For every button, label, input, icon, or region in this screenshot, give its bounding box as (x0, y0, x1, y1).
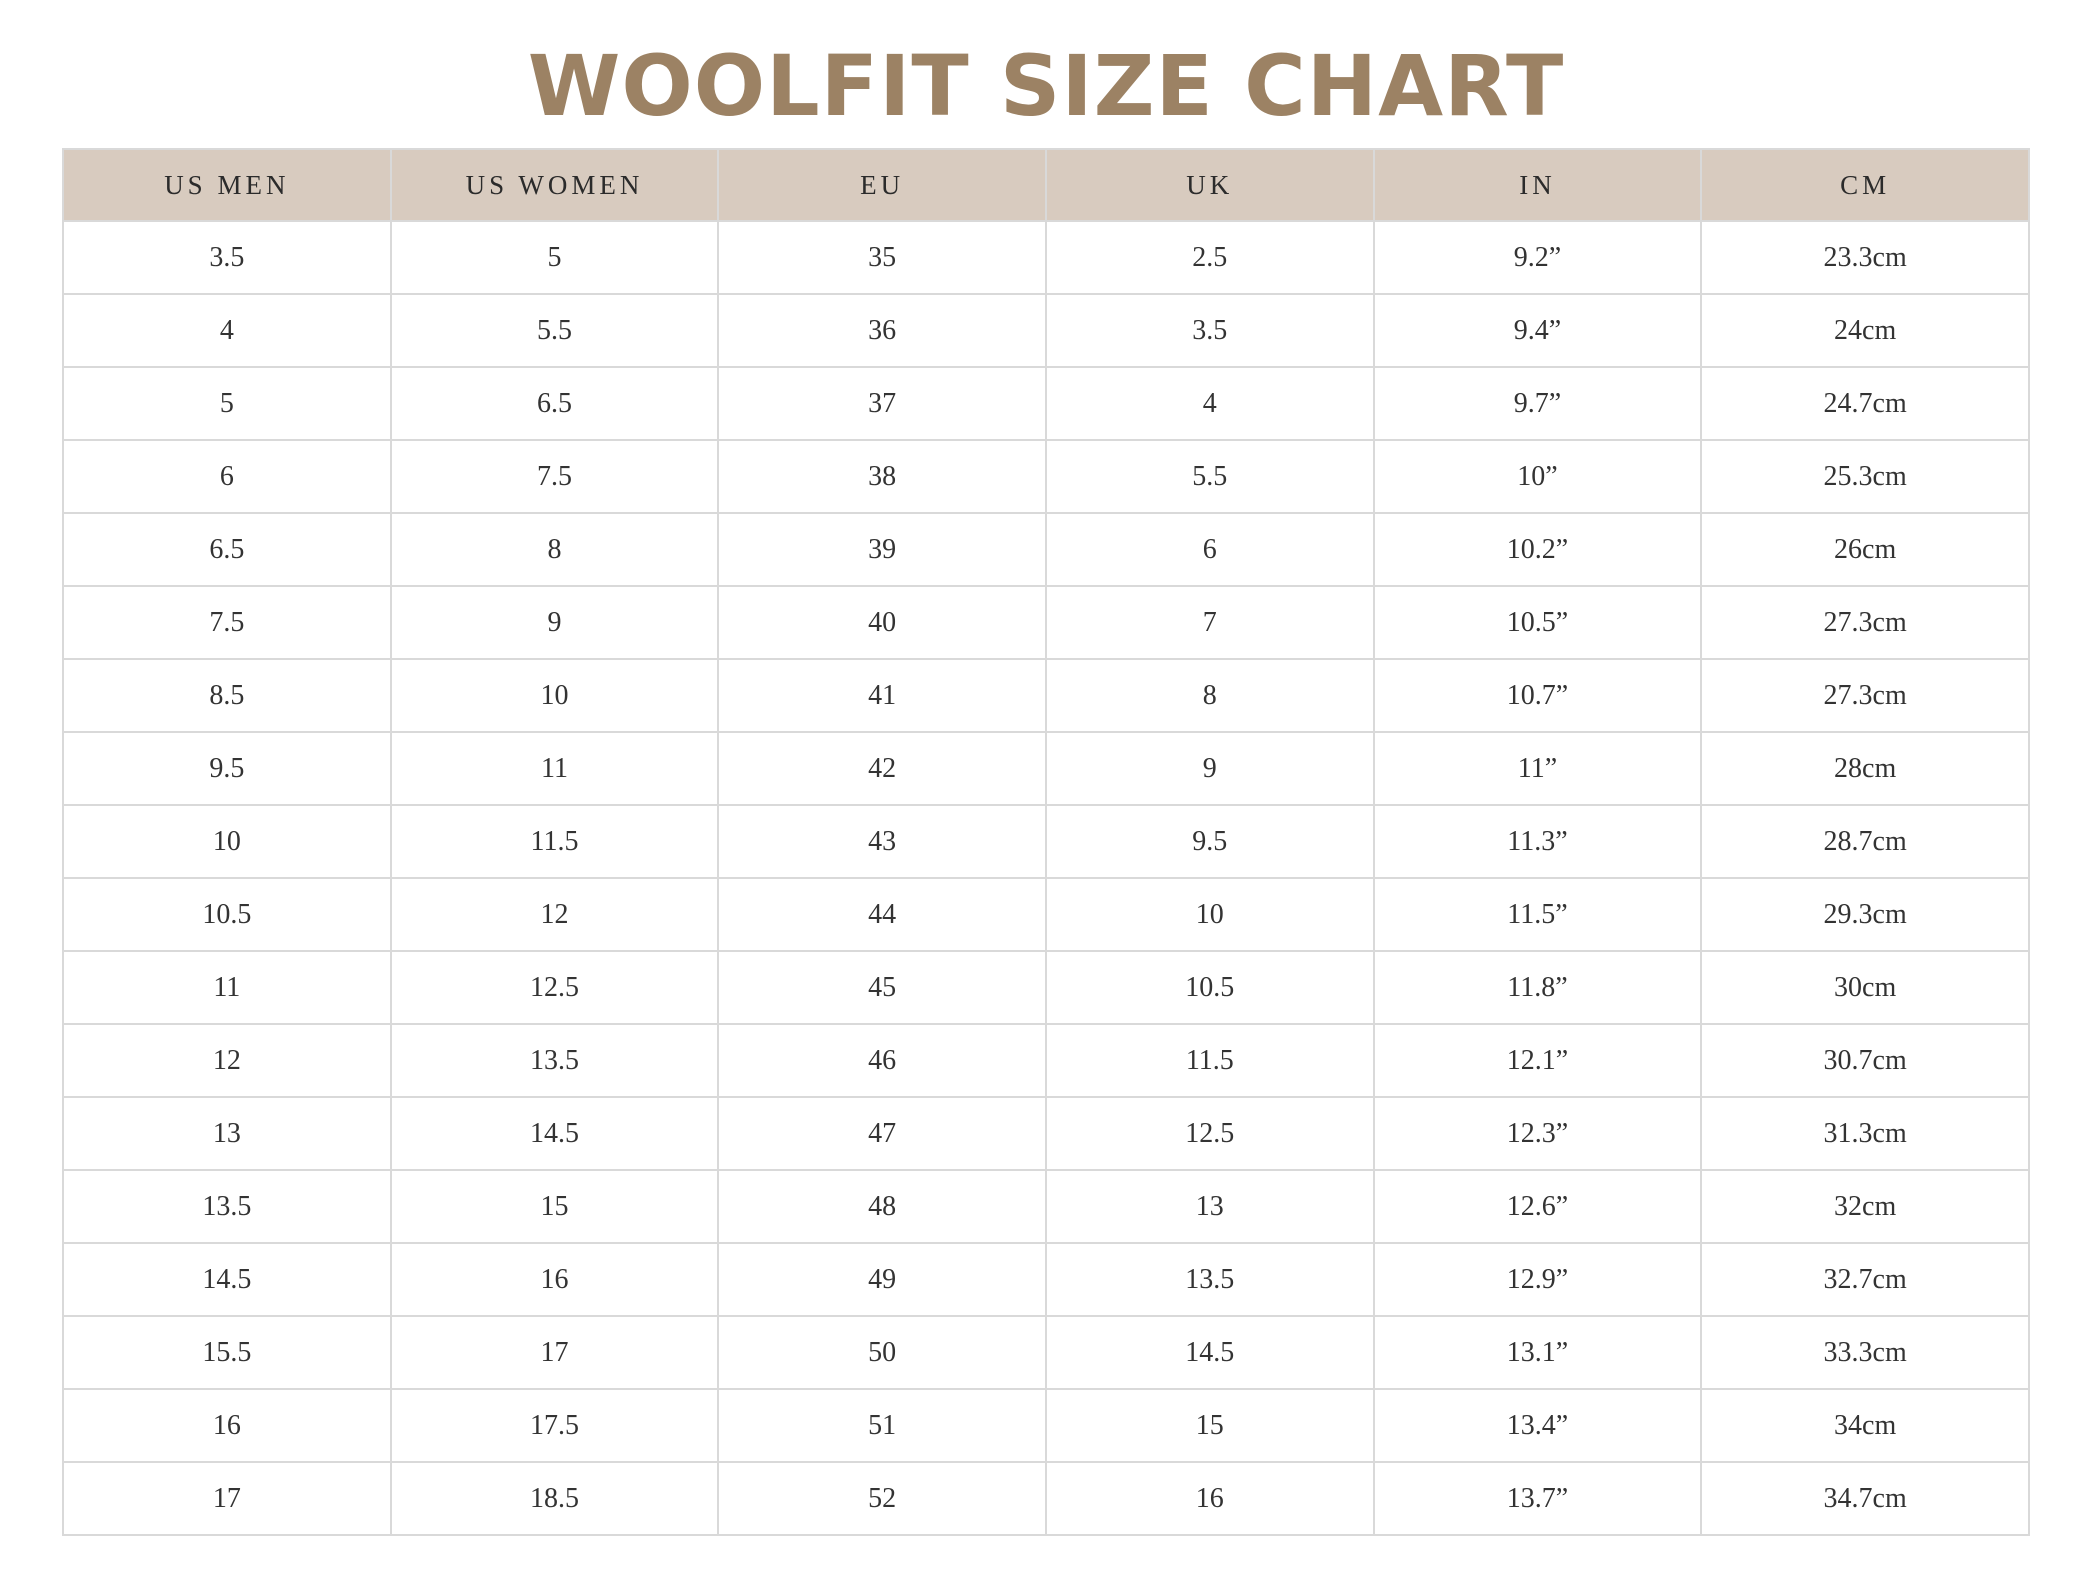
cell-us-men: 6.5 (63, 513, 391, 586)
cell-eu: 44 (718, 878, 1046, 951)
table-row (63, 440, 2029, 513)
table-row (63, 1170, 2029, 1243)
cell-us-women: 12 (391, 878, 719, 951)
cell-cm: 30.7cm (1701, 1024, 2029, 1097)
cell-us-women: 13.5 (391, 1024, 719, 1097)
cell-cm: 29.3cm (1701, 878, 2029, 951)
cell-uk: 10 (1046, 878, 1374, 951)
cell-us-men: 15.5 (63, 1316, 391, 1389)
column-header-eu: EU (718, 149, 1046, 221)
table-row (63, 1389, 2029, 1462)
cell-us-men: 16 (63, 1389, 391, 1462)
cell-eu: 43 (718, 805, 1046, 878)
table-row (63, 1243, 2029, 1316)
cell-us-men: 14.5 (63, 1243, 391, 1316)
cell-in: 13.1” (1374, 1316, 1702, 1389)
cell-us-men: 5 (63, 367, 391, 440)
cell-in: 11” (1374, 732, 1702, 805)
cell-us-men: 11 (63, 951, 391, 1024)
cell-eu: 41 (718, 659, 1046, 732)
cell-us-men: 13.5 (63, 1170, 391, 1243)
column-header-uk: UK (1046, 149, 1374, 221)
cell-eu: 51 (718, 1389, 1046, 1462)
cell-in: 13.4” (1374, 1389, 1702, 1462)
column-header-us-men: US MEN (63, 149, 391, 221)
cell-eu: 38 (718, 440, 1046, 513)
cell-us-men: 3.5 (63, 221, 391, 294)
cell-us-women: 6.5 (391, 367, 719, 440)
cell-eu: 52 (718, 1462, 1046, 1535)
cell-us-women: 5 (391, 221, 719, 294)
cell-us-women: 12.5 (391, 951, 719, 1024)
header-row (63, 149, 2029, 221)
table-body (63, 221, 2029, 1535)
cell-uk: 2.5 (1046, 221, 1374, 294)
cell-in: 10.5” (1374, 586, 1702, 659)
cell-uk: 8 (1046, 659, 1374, 732)
cell-cm: 32.7cm (1701, 1243, 2029, 1316)
cell-eu: 46 (718, 1024, 1046, 1097)
cell-us-women: 11 (391, 732, 719, 805)
cell-us-women: 17 (391, 1316, 719, 1389)
cell-eu: 45 (718, 951, 1046, 1024)
table-row (63, 659, 2029, 732)
cell-cm: 32cm (1701, 1170, 2029, 1243)
size-chart-table (62, 148, 2030, 1536)
cell-eu: 39 (718, 513, 1046, 586)
table-row (63, 951, 2029, 1024)
column-header-cm: CM (1701, 149, 2029, 221)
cell-us-women: 5.5 (391, 294, 719, 367)
table-row (63, 367, 2029, 440)
cell-us-women: 18.5 (391, 1462, 719, 1535)
cell-cm: 26cm (1701, 513, 2029, 586)
cell-uk: 7 (1046, 586, 1374, 659)
cell-in: 11.5” (1374, 878, 1702, 951)
cell-uk: 3.5 (1046, 294, 1374, 367)
cell-us-men: 10 (63, 805, 391, 878)
cell-in: 11.3” (1374, 805, 1702, 878)
cell-cm: 28cm (1701, 732, 2029, 805)
cell-us-men: 13 (63, 1097, 391, 1170)
cell-cm: 30cm (1701, 951, 2029, 1024)
cell-us-women: 15 (391, 1170, 719, 1243)
table-row (63, 732, 2029, 805)
cell-us-men: 4 (63, 294, 391, 367)
cell-uk: 15 (1046, 1389, 1374, 1462)
cell-us-women: 8 (391, 513, 719, 586)
cell-eu: 48 (718, 1170, 1046, 1243)
cell-eu: 37 (718, 367, 1046, 440)
cell-eu: 50 (718, 1316, 1046, 1389)
cell-uk: 4 (1046, 367, 1374, 440)
cell-in: 9.7” (1374, 367, 1702, 440)
cell-in: 12.1” (1374, 1024, 1702, 1097)
cell-us-men: 7.5 (63, 586, 391, 659)
cell-us-men: 17 (63, 1462, 391, 1535)
cell-in: 12.3” (1374, 1097, 1702, 1170)
cell-uk: 6 (1046, 513, 1374, 586)
cell-us-women: 17.5 (391, 1389, 719, 1462)
table-row (63, 221, 2029, 294)
cell-cm: 23.3cm (1701, 221, 2029, 294)
table-row (63, 1097, 2029, 1170)
cell-us-men: 8.5 (63, 659, 391, 732)
cell-in: 9.2” (1374, 221, 1702, 294)
cell-eu: 40 (718, 586, 1046, 659)
cell-us-women: 7.5 (391, 440, 719, 513)
cell-in: 12.6” (1374, 1170, 1702, 1243)
cell-uk: 13.5 (1046, 1243, 1374, 1316)
cell-us-men: 12 (63, 1024, 391, 1097)
cell-cm: 28.7cm (1701, 805, 2029, 878)
cell-cm: 25.3cm (1701, 440, 2029, 513)
cell-uk: 16 (1046, 1462, 1374, 1535)
cell-in: 12.9” (1374, 1243, 1702, 1316)
cell-eu: 49 (718, 1243, 1046, 1316)
cell-in: 10” (1374, 440, 1702, 513)
page-title: WOOLFIT SIZE CHART (527, 37, 1565, 135)
cell-uk: 11.5 (1046, 1024, 1374, 1097)
cell-us-women: 16 (391, 1243, 719, 1316)
table-header (63, 149, 2029, 221)
cell-in: 10.2” (1374, 513, 1702, 586)
table-row (63, 1462, 2029, 1535)
cell-uk: 9.5 (1046, 805, 1374, 878)
cell-cm: 33.3cm (1701, 1316, 2029, 1389)
cell-cm: 34cm (1701, 1389, 2029, 1462)
cell-us-women: 14.5 (391, 1097, 719, 1170)
table-row (63, 586, 2029, 659)
cell-us-women: 11.5 (391, 805, 719, 878)
column-header-us-women: US WOMEN (391, 149, 719, 221)
cell-uk: 5.5 (1046, 440, 1374, 513)
cell-us-men: 9.5 (63, 732, 391, 805)
cell-in: 11.8” (1374, 951, 1702, 1024)
table-row (63, 878, 2029, 951)
cell-uk: 10.5 (1046, 951, 1374, 1024)
cell-cm: 34.7cm (1701, 1462, 2029, 1535)
table-row (63, 805, 2029, 878)
cell-in: 9.4” (1374, 294, 1702, 367)
cell-uk: 14.5 (1046, 1316, 1374, 1389)
cell-in: 10.7” (1374, 659, 1702, 732)
cell-cm: 27.3cm (1701, 586, 2029, 659)
cell-eu: 42 (718, 732, 1046, 805)
table-row (63, 1316, 2029, 1389)
cell-cm: 24.7cm (1701, 367, 2029, 440)
cell-uk: 12.5 (1046, 1097, 1374, 1170)
cell-uk: 9 (1046, 732, 1374, 805)
cell-cm: 27.3cm (1701, 659, 2029, 732)
cell-us-women: 10 (391, 659, 719, 732)
table-row (63, 513, 2029, 586)
table-row (63, 1024, 2029, 1097)
cell-in: 13.7” (1374, 1462, 1702, 1535)
cell-eu: 35 (718, 221, 1046, 294)
cell-us-men: 10.5 (63, 878, 391, 951)
column-header-in: IN (1374, 149, 1702, 221)
cell-eu: 36 (718, 294, 1046, 367)
cell-us-women: 9 (391, 586, 719, 659)
cell-uk: 13 (1046, 1170, 1374, 1243)
cell-eu: 47 (718, 1097, 1046, 1170)
table-row (63, 294, 2029, 367)
cell-cm: 31.3cm (1701, 1097, 2029, 1170)
cell-us-men: 6 (63, 440, 391, 513)
cell-cm: 24cm (1701, 294, 2029, 367)
